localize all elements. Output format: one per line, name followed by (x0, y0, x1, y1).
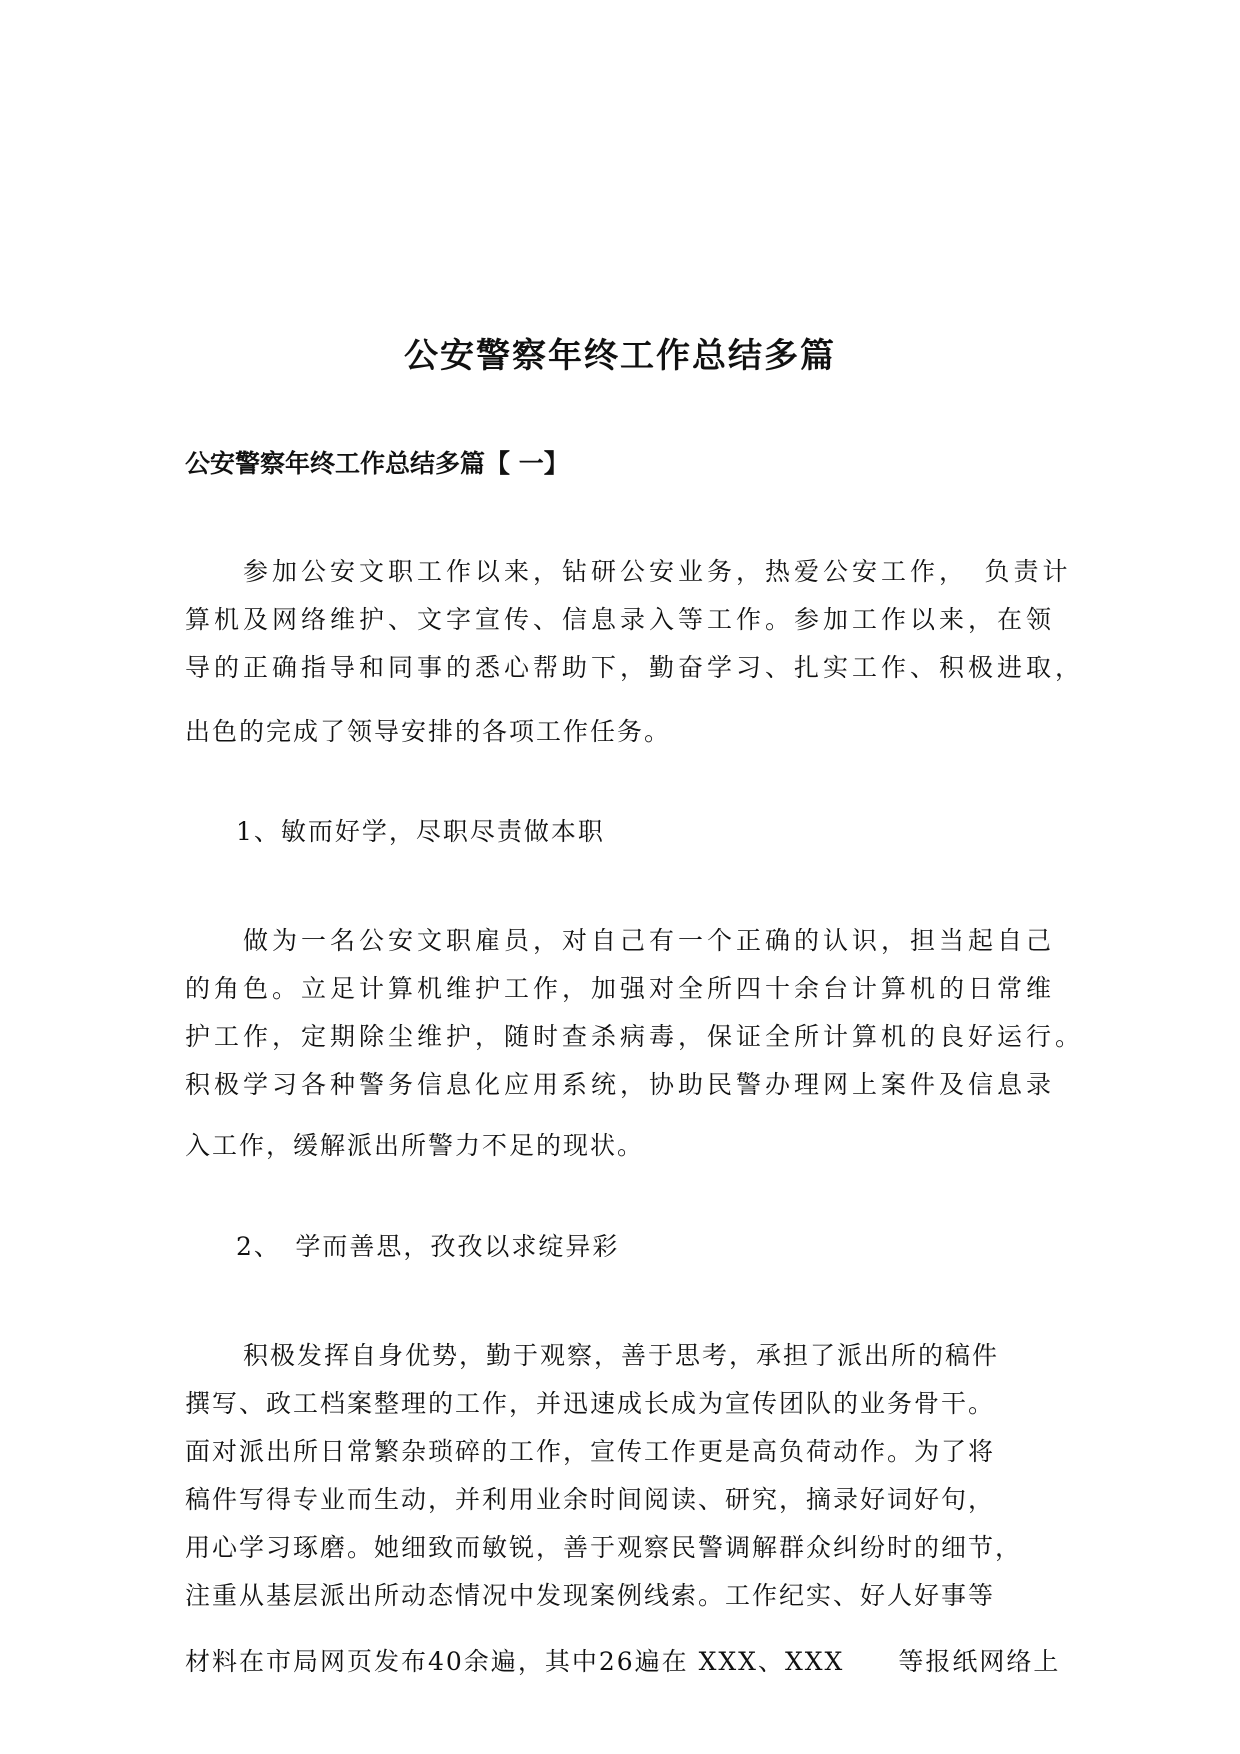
paragraph-3-line-6: 注重从基层派出所动态情况中发现案例线索。工作纪实、好人好事等 (185, 1581, 996, 1610)
section-heading: 公安警察年终工作总结多篇【 一】 (185, 449, 569, 478)
paragraph-3-line-4: 稿件写得专业而生动，并利用业余时间阅读、研究，摘录好词好句， (185, 1485, 996, 1514)
paragraph-2-line-2: 的角色。立足计算机维护工作，加强对全所四十余台计算机的日常维 (185, 974, 1056, 1003)
paragraph-3-line-3: 面对派出所日常繁杂琐碎的工作，宣传工作更是高负荷动作。为了将 (185, 1437, 996, 1466)
paragraph-3-line-2: 撰写、政工档案整理的工作，并迅速成长成为宣传团队的业务骨干。 (185, 1389, 996, 1418)
paragraph-2-line-4: 积极学习各种警务信息化应用系统，协助民警办理网上案件及信息录 (185, 1070, 1056, 1099)
paragraph-1-line-1: 参加公安文职工作以来，钻研公安业务，热爱公安工作， 负责计 (243, 557, 1072, 586)
paragraph-1-line-4: 出色的完成了领导安排的各项工作任务。 (185, 717, 672, 746)
paragraph-2-line-3: 护工作，定期除尘维护，随时查杀病毒，保证全所计算机的良好运行。 (185, 1022, 1085, 1051)
document-title: 公安警察年终工作总结多篇 (404, 336, 836, 376)
numbered-item-2: 2、 学而善思，孜孜以求绽异彩 (236, 1232, 620, 1261)
paragraph-2-line-1: 做为一名公安文职雇员，对自己有一个正确的认识，担当起自己 (243, 926, 1056, 955)
paragraph-1-line-3: 导的正确指导和同事的悉心帮助下，勤奋学习、扎实工作、积极进取， (185, 653, 1085, 682)
paragraph-3-line-7: 材料在市局网页发布40余遍，其中26遍在 XXX、XXX 等报纸网络上 (185, 1647, 1061, 1676)
paragraph-3-line-5: 用心学习琢磨。她细致而敏锐，善于观察民警调解群众纠纷时的细节， (185, 1533, 1023, 1562)
numbered-item-1: 1、敏而好学，尽职尽责做本职 (236, 817, 605, 846)
paragraph-2-line-5: 入工作，缓解派出所警力不足的现状。 (185, 1131, 645, 1160)
paragraph-3-line-1: 积极发挥自身优势，勤于观察，善于思考，承担了派出所的稿件 (243, 1341, 1000, 1370)
paragraph-1-line-2: 算机及网络维护、文字宣传、信息录入等工作。参加工作以来，在领 (185, 605, 1056, 634)
